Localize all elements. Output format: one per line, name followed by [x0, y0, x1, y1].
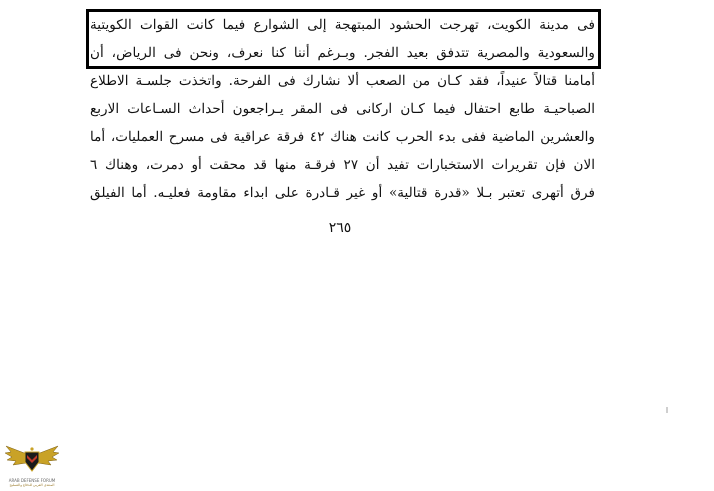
page-number: ٢٦٥ — [328, 220, 352, 236]
text-line-5: والعشرين الماضية ففى بدء الحرب كانت هناك ٤٢ فرقة عراقية فى مسرح العمليات، أما — [90, 129, 595, 145]
text-line-4: الصباحيـة طابع احتفال فيما كـان اركانى فى المقر يـراجعون أحداث السـاعات الاربع — [90, 101, 595, 117]
text-line-1: فى مدينة الكويت، تهرجت الحشود المبتهجة إلى الشوارع فيما كانت القوات الكويتية — [90, 17, 595, 33]
text-line-3: أمامنا قتالاً عنيداً، فقد كـان من الصعب ألا نشارك فى الفرحة. واتخذت جلسـة الاطلاع — [90, 73, 595, 89]
text-block — [90, 11, 595, 207]
text-line-7: فرق أتهرى تعتبر بـلا «قدرة قتالية» أو غير قـادرة على ابداء مقاومة فعليـه. أما الفيلق — [90, 185, 595, 201]
scan-edge-mark — [666, 407, 668, 413]
logo-text-en: ARAB DEFENSE FORUM — [8, 478, 56, 483]
logo-text-ar: المنتدى العربي للدفاع والتسليح — [9, 483, 55, 487]
text-line-2: والسعودية والمصرية تتدفق بعيد الفجر. وبـرغم أننا كنا نعرف، ونحن فى الرياض، أن — [90, 45, 595, 61]
forum-logo — [2, 438, 62, 488]
eagle-wings-icon — [2, 438, 62, 478]
text-line-6: الان فإن تقريرات الاستخبارات تفيد أن ٢٧ فرقـة منها قد محقت أو دمرت، وهناك ٦ — [90, 157, 595, 173]
